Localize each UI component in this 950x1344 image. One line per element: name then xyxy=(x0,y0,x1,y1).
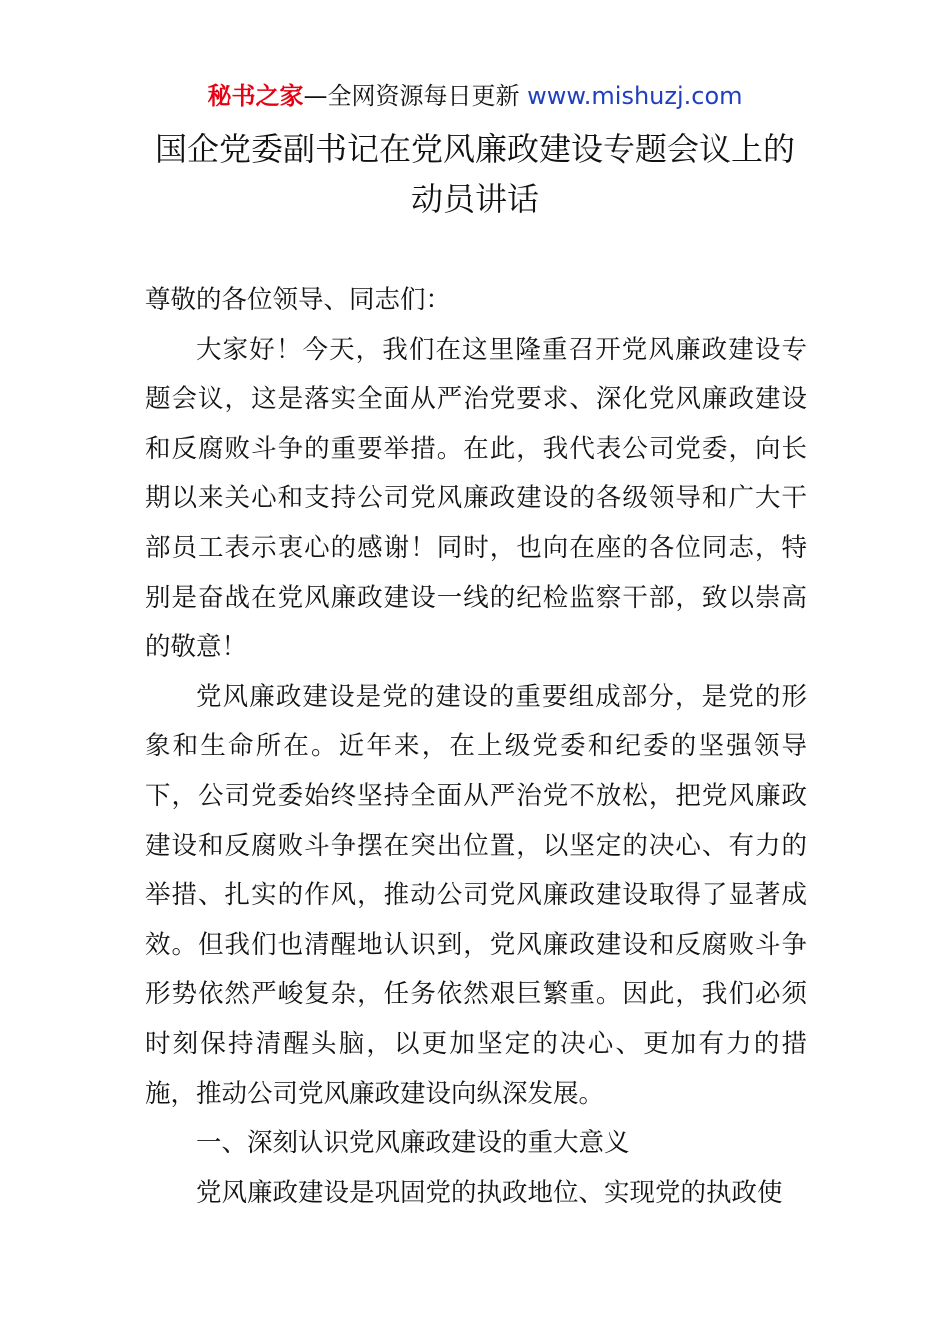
document-title xyxy=(100,124,850,224)
salutation: 尊敬的各位领导、同志们： xyxy=(145,285,452,315)
paragraph-section-1: 党风廉政建设是巩固党的执政地位、实现党的执政使 xyxy=(196,1177,783,1208)
title-line-1: 国企党委副书记在党风廉政建设专题会议上的 xyxy=(154,130,795,168)
title-line-2: 动员讲话 xyxy=(410,180,539,218)
site-url-link[interactable]: www.mishuzj.com xyxy=(527,82,743,110)
paragraph-opening: 大家好！今天，我们在这里隆重召开党风廉政建设专题会议，这是落实全面从严治党要求、深化党风廉政建设和反腐败斗争的重要举措。在此，我代表公司党委，向长期以来关心和支持公司党风廉政建设的各级领导和广大干部员工表示衷心的感谢！同时，也向在座的各位同志，特别是奋战在党风廉政建设一线的纪检监察干部，致以崇高的敬意！ xyxy=(145,334,807,663)
header-tagline: —全网资源每日更新 xyxy=(303,82,520,110)
section-heading-1: 一、深刻认识党风廉政建设的重大意义 xyxy=(196,1128,630,1159)
brand-name: 秘书之家 xyxy=(207,82,304,110)
paragraph-background: 党风廉政建设是党的建设的重要组成部分，是党的形象和生命所在。近年来，在上级党委和纪委的坚强领导下，公司党委始终坚持全面从严治党不放松，把党风廉政建设和反腐败斗争摆在突出位置，以坚定的决心、有力的举措、扎实的作风，推动公司党风廉政建设取得了显著成效。但我们也清醒地认识到，党风廉政建设和反腐败斗争形势依然严峻复杂，任务依然艰巨繁重。因此，我们必须时刻保持清醒头脑，以更加坚定的决心、更加有力的措施，推动公司党风廉政建设向纵深发展。 xyxy=(145,681,807,1109)
document-body xyxy=(145,276,807,1218)
site-header xyxy=(0,78,950,114)
